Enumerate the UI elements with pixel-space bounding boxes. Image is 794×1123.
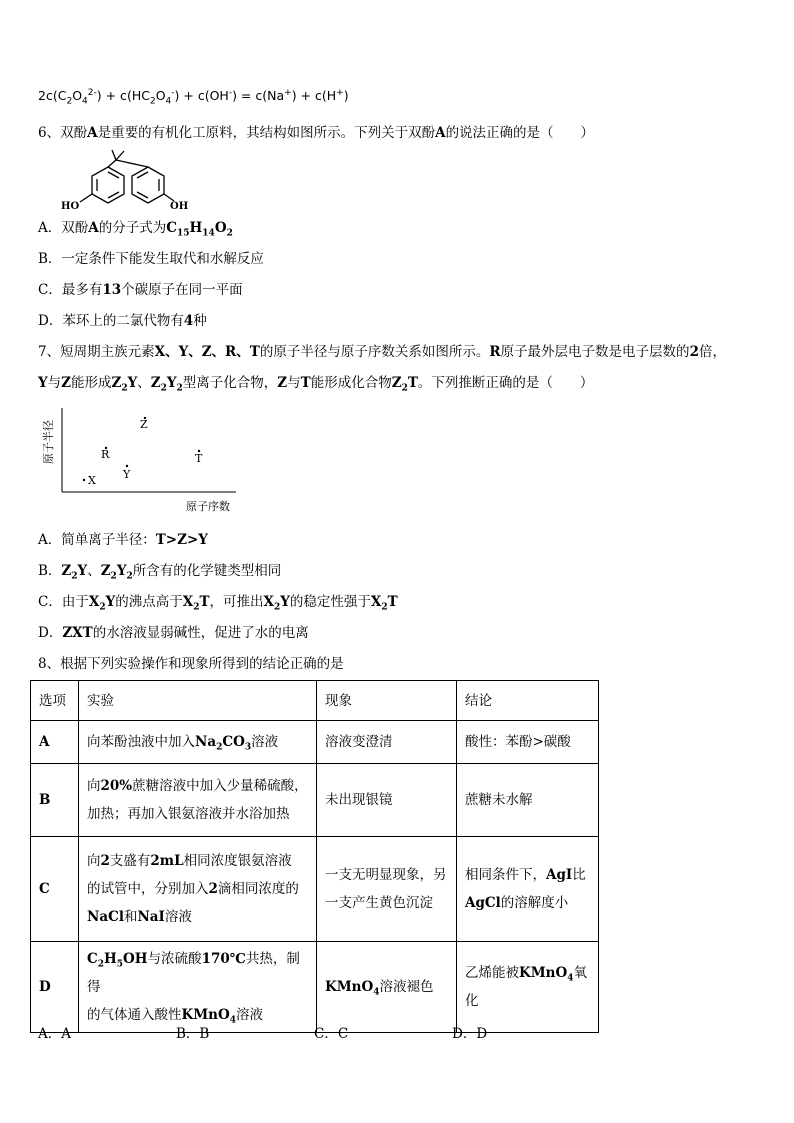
text: NaI	[137, 909, 165, 925]
option-cell	[31, 764, 79, 837]
formula-sup: -	[228, 87, 233, 98]
text: ，可推出	[209, 594, 264, 610]
text: Y	[38, 375, 48, 391]
text: B．	[38, 563, 62, 579]
text: T	[199, 594, 210, 610]
q7-option-c	[38, 592, 398, 612]
q6-option-a	[38, 218, 233, 238]
text: KMnO	[181, 1007, 230, 1023]
text: 化	[465, 993, 479, 1009]
text: 向苯酚浊液中加入	[87, 734, 195, 750]
sub: 2	[401, 383, 408, 394]
formula-sup: +	[284, 87, 292, 98]
text: T	[407, 375, 418, 391]
text: 2	[100, 853, 110, 869]
experiment-cell	[79, 837, 317, 942]
text: 的气体通入酸性	[87, 1007, 182, 1023]
sub: 2	[121, 383, 128, 394]
text: 向	[87, 853, 101, 869]
q7-option-a	[38, 530, 208, 550]
sub: 14	[202, 228, 215, 239]
text: CO	[222, 734, 245, 750]
text: 氧	[573, 965, 588, 981]
experiment-cell	[79, 942, 317, 1033]
option-cell	[31, 942, 79, 1033]
text: 倍，	[698, 344, 726, 360]
answer-option-b: B．B	[176, 1026, 210, 1042]
text: X、Y、Z、R、T	[154, 344, 260, 360]
text: Z	[277, 375, 288, 391]
sub: 2	[160, 383, 167, 394]
q7-option-d	[38, 623, 309, 643]
experiment-table	[30, 680, 599, 1033]
bisphenol-a-structure	[50, 145, 200, 215]
table-header-row	[31, 681, 599, 721]
text: 个碳原子在同一平面	[121, 282, 243, 298]
text: C	[39, 881, 50, 897]
text: A	[39, 734, 50, 750]
conclusion-cell	[457, 942, 599, 1033]
text: 的沸点高于	[115, 594, 183, 610]
text: A．双酚	[38, 220, 89, 236]
table-row	[31, 942, 599, 1033]
x-axis-label: 原子序数	[186, 500, 230, 513]
sub: 2	[381, 602, 388, 613]
sub: 2	[193, 602, 200, 613]
phenomenon-cell: 溶液变澄清	[317, 721, 457, 764]
q6-option-d	[38, 311, 207, 331]
formula-text: + c	[105, 88, 127, 103]
charge-balance-formula: $2c(C_2O_4^{2-}) + c(HC_2O_4^-) + c(OH^-) = c(Na^+) + c(H^+)$	[38, 87, 349, 107]
q7-option-b	[38, 561, 281, 581]
point-r-label: R	[101, 448, 110, 461]
text: A	[435, 125, 446, 141]
text: Y	[116, 563, 127, 579]
point-y	[126, 465, 128, 467]
text: Z	[111, 375, 122, 391]
text: Z	[61, 375, 71, 391]
text: Y	[105, 594, 116, 610]
sub: 15	[176, 228, 190, 239]
text: 溶液	[236, 1007, 264, 1023]
sub: 2	[226, 228, 233, 239]
text: C	[166, 220, 177, 236]
text: 170℃	[201, 951, 246, 967]
sub: 5	[116, 959, 124, 970]
text: 的试管中，分别加入	[87, 881, 209, 897]
formula-text: )	[343, 88, 349, 103]
experiment-cell	[79, 721, 317, 764]
text: H	[189, 220, 203, 236]
text: NaCl	[87, 909, 124, 925]
text: AgCl	[465, 895, 501, 911]
sub: 2	[99, 602, 106, 613]
table-row	[31, 721, 599, 764]
sub: 4	[373, 987, 380, 998]
sub: 2	[176, 383, 183, 394]
sub: 3	[244, 742, 252, 753]
text: 支盛有	[109, 853, 151, 869]
text: 一支产生黄色沉淀	[325, 895, 433, 911]
text: Z	[391, 375, 402, 391]
text: Y	[280, 594, 290, 610]
text: 与浓硫酸	[147, 951, 202, 967]
sub: 4	[229, 1015, 237, 1026]
text: 的水溶液显弱碱性，促进了水的电离	[92, 625, 309, 641]
text: X	[370, 594, 382, 610]
point-x	[83, 479, 85, 481]
text: X	[88, 594, 100, 610]
text: 能形成	[71, 375, 112, 391]
text: A．简单离子半径：	[38, 532, 156, 548]
formula-sub: 2	[66, 96, 73, 107]
text: D．苯环上的二氯代物有	[38, 313, 184, 329]
text: O	[214, 220, 227, 236]
text: D．	[38, 625, 63, 641]
q6-stem	[38, 123, 594, 143]
q8-stem	[38, 654, 344, 674]
formula-sup: +	[336, 87, 344, 98]
phenomenon-cell: 未出现银镜	[317, 764, 457, 837]
text: KMnO	[519, 965, 568, 981]
answer-option-a: A．A	[38, 1026, 71, 1042]
text: 型离子化合物，	[182, 375, 278, 391]
radius-vs-number-graph	[38, 404, 248, 516]
formula-text: O	[155, 88, 166, 103]
text: Z	[100, 563, 111, 579]
q6-option-c	[38, 280, 243, 300]
point-y-label: Y	[123, 468, 131, 481]
conclusion-cell: 蔗糖未水解	[457, 764, 599, 837]
text: Y	[127, 375, 138, 391]
sub: 2	[110, 571, 117, 582]
text: Na	[195, 734, 217, 750]
q7-stem-line1	[38, 342, 726, 362]
formula-text: O	[72, 88, 83, 103]
text: R	[489, 344, 501, 360]
text: Z	[61, 563, 72, 579]
text: AgI	[546, 867, 573, 883]
text: 与	[287, 375, 301, 391]
text: Y	[77, 563, 88, 579]
header-cell: 现象	[317, 681, 457, 721]
text: 的说法正确的是（ ）	[445, 125, 595, 141]
sub: 2	[126, 571, 133, 582]
text: 7、短周期主族元素	[38, 344, 155, 360]
sub: 2	[71, 571, 78, 582]
text: 的溶解度小	[500, 895, 569, 911]
text: 的分子式为	[98, 220, 167, 236]
header-cell: 结论	[457, 681, 599, 721]
text: D	[39, 979, 51, 995]
y-axis-label: 原子半径	[42, 420, 55, 464]
point-z-label: Z	[140, 418, 148, 431]
text: B	[39, 792, 51, 808]
point-t-label: T	[195, 452, 203, 465]
text: 加热；再加入银氨溶液并水浴加热	[87, 806, 290, 822]
text: Z	[150, 375, 161, 391]
text: A	[88, 220, 99, 236]
text: 所含有的化学键类型相同	[132, 563, 282, 579]
text: OH	[123, 951, 148, 967]
text: 、	[87, 563, 101, 579]
point-x-label: X	[88, 474, 96, 487]
formula-sub: 2	[149, 96, 156, 107]
sub: 2	[97, 959, 105, 970]
table-row	[31, 837, 599, 942]
q7-stem-line2	[38, 373, 593, 393]
text: 6、双酚	[38, 125, 88, 141]
text: 20%	[100, 778, 133, 794]
text: 、	[137, 375, 151, 391]
text: T	[387, 594, 398, 610]
formula-text: C	[57, 88, 67, 103]
text: C．最多有	[38, 282, 103, 298]
text: KMnO	[325, 979, 374, 995]
text: 13	[102, 282, 122, 298]
text: 的稳定性强于	[289, 594, 371, 610]
text: 4	[183, 313, 194, 329]
text: 和	[123, 909, 138, 925]
formula-sub: 4	[82, 96, 88, 107]
formula-sup: 2-	[87, 87, 97, 98]
text: 的原子半径与原子序数关系如图所示。	[259, 344, 490, 360]
text: 是重要的有机化工原料，其结构如图所示。下列关于双酚	[97, 125, 436, 141]
sub: 4	[567, 973, 574, 984]
formula-sup: -	[171, 87, 175, 98]
text: 。下列推断正确的是（ ）	[417, 375, 594, 391]
conclusion-cell	[457, 837, 599, 942]
text: 能形成化合物	[310, 375, 392, 391]
formula-text: 2c	[38, 88, 53, 103]
text: 比	[572, 867, 586, 883]
text: C．由于	[38, 594, 89, 610]
answer-option-d: D．D	[452, 1026, 488, 1042]
option-cell	[31, 721, 79, 764]
text: T	[300, 375, 311, 391]
text: 8、根据下列实验操作和现象所得到的结论正确的是	[38, 656, 344, 672]
formula-text: ) = c(Na	[232, 88, 285, 103]
header-cell: 选项	[31, 681, 79, 721]
formula-text: ) + c(H	[291, 88, 337, 103]
text: H	[104, 951, 117, 967]
text: B．一定条件下能发生取代和水解反应	[38, 251, 264, 267]
phenomenon-cell	[317, 837, 457, 942]
sub: 2	[274, 602, 281, 613]
formula-text: + c(OH	[183, 88, 229, 103]
ho-label: HO	[61, 201, 80, 212]
text: A	[87, 125, 98, 141]
text: 2	[208, 881, 218, 897]
formula-sub: 4	[165, 96, 172, 107]
text: ZXT	[62, 625, 93, 641]
oh-label: OH	[170, 201, 189, 212]
text: 2	[689, 344, 699, 360]
text: X	[263, 594, 275, 610]
formula-text: HC	[131, 88, 150, 103]
text: Y	[166, 375, 177, 391]
text: 溶液	[251, 734, 279, 750]
q6-option-b	[38, 249, 264, 269]
text: 共热，制得	[87, 951, 300, 995]
text: 与	[47, 375, 62, 391]
table-row	[31, 764, 599, 837]
text: 溶液	[164, 909, 192, 925]
text: 蔗糖溶液中加入少量稀硫酸，	[132, 778, 308, 794]
text: X	[182, 594, 194, 610]
header-cell: 实验	[79, 681, 317, 721]
text: 种	[193, 313, 207, 329]
answer-option-c: C．C	[314, 1026, 349, 1042]
experiment-cell	[79, 764, 317, 837]
option-cell	[31, 837, 79, 942]
conclusion-cell: 酸性：苯酚>碳酸	[457, 721, 599, 764]
text: 乙烯能被	[465, 965, 519, 981]
text: 相同浓度银氨溶液	[183, 853, 292, 869]
text: T>Z>Y	[155, 532, 208, 548]
text: 一支无明显现象，另	[325, 867, 447, 883]
sub: 2	[216, 742, 223, 753]
text: 原子最外层电子数是电子层数的	[500, 344, 690, 360]
text: 向	[87, 778, 101, 794]
text: C	[87, 951, 98, 967]
text: 相同条件下，	[465, 867, 546, 883]
text: 溶液褪色	[379, 979, 434, 995]
phenomenon-cell	[317, 942, 457, 1033]
text: 2mL	[150, 853, 184, 869]
text: 滴相同浓度的	[217, 881, 299, 897]
